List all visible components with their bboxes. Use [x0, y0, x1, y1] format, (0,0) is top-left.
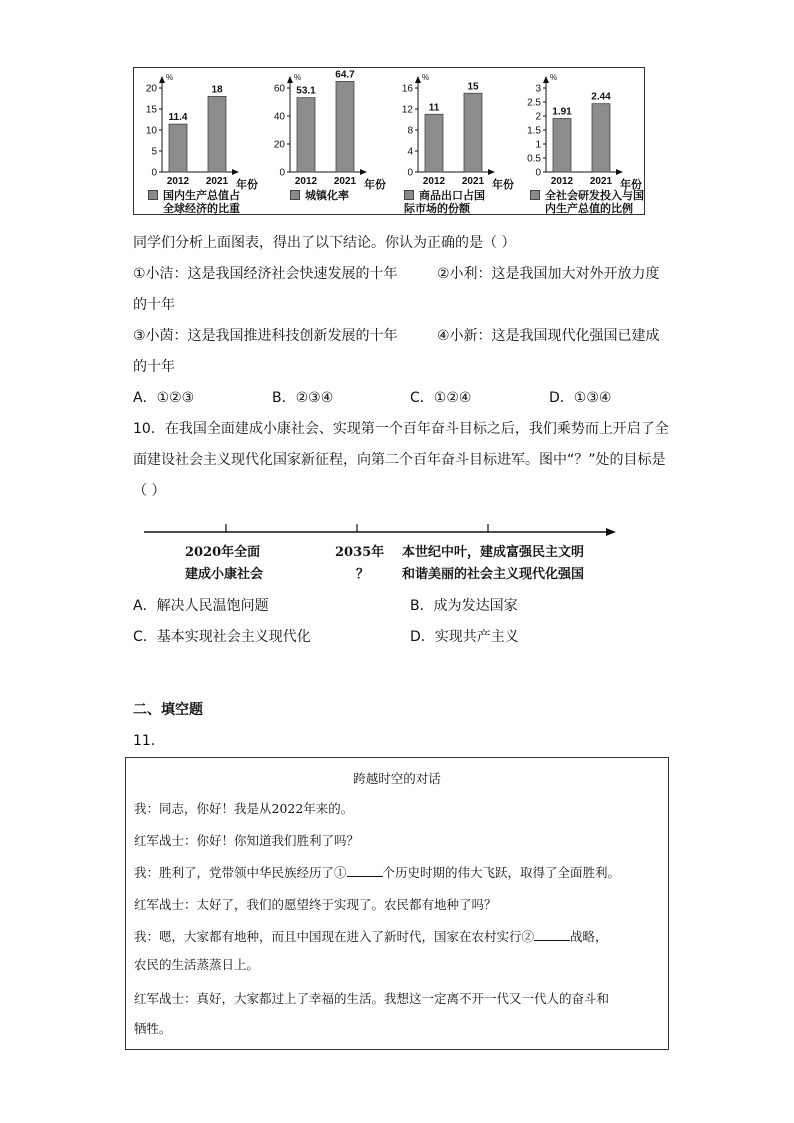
y-tick-label: 0: [407, 167, 413, 179]
dialog-line: 牺牲。: [134, 1021, 172, 1036]
y-tick-label: 2.5: [527, 97, 541, 109]
legend-text: 全球经济的比重: [163, 202, 240, 215]
y-tick-label: 40: [273, 111, 285, 123]
y-tick-label: 1.5: [527, 125, 541, 137]
x-axis-arrow: [232, 169, 239, 175]
x-tick-label: 2021: [461, 176, 485, 187]
y-tick-label: 20: [273, 139, 285, 151]
legend-swatch: [404, 190, 414, 200]
chart-legend: [404, 189, 485, 215]
y-tick-label: 3: [535, 83, 541, 95]
dialog-title: 跨越时空的对话: [353, 771, 441, 786]
x-tick-label: 2021: [589, 176, 613, 187]
unit-label: %: [166, 73, 174, 82]
bar: [169, 124, 187, 172]
x-tick-label: 2021: [333, 176, 357, 187]
dialog-line: 我：同志，你好！我是从2022年来的。: [134, 801, 354, 816]
timeline-point-2035: 2035年: [335, 545, 385, 560]
legend-swatch: [148, 190, 158, 200]
x-axis-arrow: [360, 169, 367, 175]
unit-label: %: [550, 73, 558, 82]
timeline-axis: [140, 520, 620, 540]
q9-option-b[interactable]: B．②③④: [272, 390, 334, 406]
dialog-text: 战略，: [570, 929, 608, 944]
y-tick-label: 5: [151, 146, 157, 158]
timeline-point-midcentury: 本世纪中叶，建成富强民主文明: [402, 545, 585, 560]
q10-option-b[interactable]: B．成为发达国家: [410, 598, 518, 614]
bar-value-label: 15: [467, 81, 479, 93]
dialog-box: [125, 757, 669, 1050]
dialog-line-with-blank-2: [134, 928, 608, 946]
bar-value-label: 64.7: [335, 69, 355, 81]
chart-export-share: [390, 68, 516, 220]
y-axis-arrow: [159, 76, 165, 83]
unit-label: %: [422, 73, 430, 82]
y-tick-label: 0.5: [527, 153, 541, 165]
x-tick-label: 2012: [166, 176, 190, 187]
y-tick-label: 16: [401, 83, 413, 95]
legend-text: 国内生产总值占: [163, 189, 240, 202]
x-axis-label: 年份: [492, 179, 514, 191]
q9-statement-4: ④小新：这是我国现代化强国已建成: [437, 328, 660, 344]
timeline-question-mark: ？: [356, 567, 370, 582]
x-axis-arrow: [488, 169, 495, 175]
bar-value-label: 11.4: [168, 112, 188, 124]
bar: [464, 93, 482, 172]
dialog-line: 农民的生活蒸蒸日上。: [134, 957, 260, 972]
timeline-point-midcentury-desc: 和谐美丽的社会主义现代化强国: [402, 567, 585, 582]
bar: [208, 96, 226, 172]
chart-gdp-share: [134, 68, 260, 220]
x-tick-label: 2012: [422, 176, 446, 187]
q10-timeline: [140, 520, 620, 544]
y-axis-arrow: [415, 76, 421, 83]
x-tick-label: 2012: [294, 176, 318, 187]
q10-stem-line3: （ ）: [133, 483, 166, 499]
dialog-line: 红军战士：太好了，我们的愿望终于实现了。农民都有地种了吗？: [134, 897, 497, 912]
q9-statement-2: ②小利：这是我国加大对外开放力度: [437, 266, 660, 282]
legend-swatch: [290, 190, 300, 200]
dialog-line: 红军战士：你好！你知道我们胜利了吗？: [134, 833, 360, 848]
dialog-text: 我：嗯，大家都有地种，而且中国现在进入了新时代，国家在农村实行②: [134, 929, 535, 944]
q9-option-d[interactable]: D．①③④: [549, 390, 612, 406]
y-tick-label: 4: [407, 146, 413, 158]
charts-panel: [133, 67, 645, 215]
y-tick-label: 2: [535, 111, 541, 123]
answer-blank-2[interactable]: [534, 928, 570, 941]
chart-legend: [530, 189, 644, 215]
x-tick-label: 2021: [205, 176, 229, 187]
bar-value-label: 1.91: [552, 106, 572, 118]
q9-option-a[interactable]: A．①②③: [133, 390, 195, 406]
answer-blank-1[interactable]: [347, 864, 383, 877]
x-axis-arrow: [616, 169, 623, 175]
bar-value-label: 2.44: [591, 91, 611, 103]
dialog-text: 我：胜利了，党带领中华民族经历了①: [134, 865, 347, 880]
y-tick-label: 60: [273, 83, 285, 95]
bar: [336, 81, 354, 172]
q9-option-c[interactable]: C．①②④: [410, 390, 472, 406]
legend-text: 内生产总值的比例: [545, 202, 633, 215]
timeline-point-2020: 2020年全面: [185, 545, 261, 560]
timeline-point-2020-desc: 建成小康社会: [185, 567, 264, 582]
dialog-text: 个历史时期的伟大飞跃，取得了全面胜利。: [382, 865, 621, 880]
y-tick-label: 0: [279, 167, 285, 179]
q9-statement-4-cont: 的十年: [133, 359, 175, 375]
legend-text: 际市场的份额: [404, 202, 470, 215]
legend-text: 商品出口占国: [419, 189, 485, 202]
chart-rnd-ratio: [518, 68, 644, 220]
x-axis-label: 年份: [620, 179, 642, 191]
legend-swatch: [530, 190, 540, 200]
x-tick-label: 2012: [550, 176, 574, 187]
y-tick-label: 20: [145, 83, 157, 95]
y-tick-label: 0: [535, 167, 541, 179]
q10-stem-line1: 10．在我国全面建成小康社会、实现第一个百年奋斗目标之后，我们乘势而上开启了全: [133, 421, 669, 437]
chart-legend: [290, 189, 349, 202]
dialog-line-with-blank-1: [134, 864, 620, 882]
bar: [592, 104, 610, 172]
section-title: 二、填空题: [133, 702, 203, 718]
bar: [553, 119, 571, 172]
unit-label: %: [294, 73, 302, 82]
y-tick-label: 0: [151, 167, 157, 179]
q9-statement-2-cont: 的十年: [133, 297, 175, 313]
y-tick-label: 8: [407, 125, 413, 137]
bar-value-label: 53.1: [296, 85, 316, 97]
y-axis-arrow: [287, 76, 293, 83]
q10-option-a[interactable]: A．解决人民温饱问题: [133, 598, 269, 614]
y-axis-arrow: [543, 76, 549, 83]
q11-number: 11．: [133, 733, 165, 749]
dialog-line: 红军战士：真好，大家都过上了幸福的生活。我想这一定离不开一代又一代人的奋斗和: [134, 991, 610, 1006]
bar: [425, 114, 443, 172]
q9-statement-1: ①小洁：这是我国经济社会快速发展的十年: [133, 266, 398, 282]
bar-value-label: 18: [211, 84, 223, 96]
q10-stem-line2: 面建设社会主义现代化国家新征程，向第二个百年奋斗目标进军。图中“？”处的目标是: [133, 452, 666, 468]
bar: [297, 98, 315, 172]
q10-option-d[interactable]: D．实现共产主义: [410, 629, 519, 645]
y-tick-label: 12: [401, 104, 413, 116]
q9-statement-3: ③小茵：这是我国推进科技创新发展的十年: [133, 328, 398, 344]
q10-option-c[interactable]: C．基本实现社会主义现代化: [133, 629, 311, 645]
y-tick-label: 1: [535, 139, 541, 151]
q9-stem: 同学们分析上面图表，得出了以下结论。你认为正确的是（ ）: [133, 235, 516, 251]
x-axis-label: 年份: [236, 179, 258, 191]
x-axis-label: 年份: [364, 179, 386, 191]
bar-value-label: 11: [428, 102, 440, 114]
y-tick-label: 10: [145, 125, 157, 137]
chart-urbanization: [262, 68, 388, 220]
y-tick-label: 15: [145, 104, 157, 116]
legend-text: 城镇化率: [305, 189, 349, 202]
chart-legend: [148, 189, 240, 215]
legend-text: 全社会研发投入与国: [545, 189, 644, 202]
